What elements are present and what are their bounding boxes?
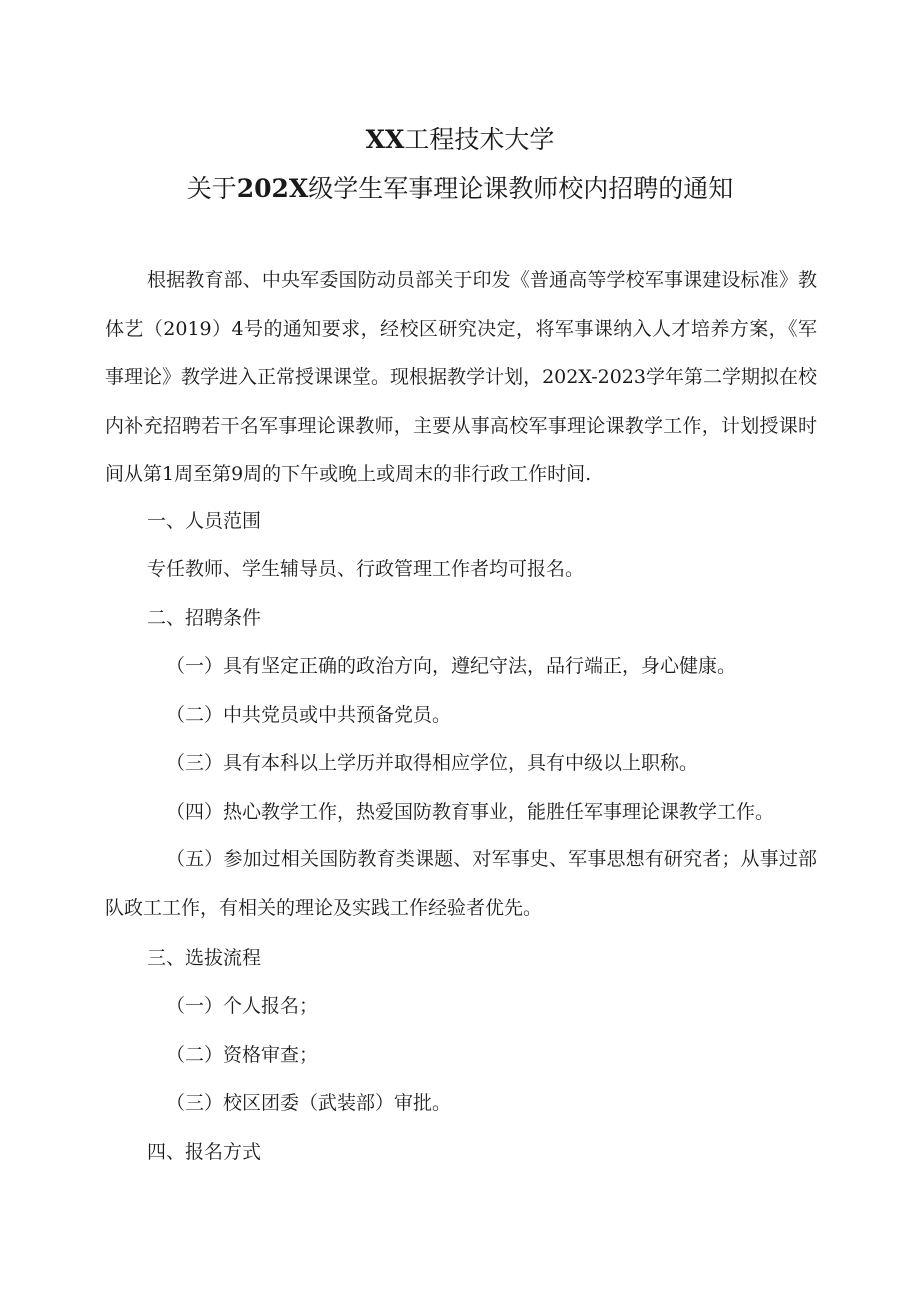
requirement-item-5: （五）参加过相关国防教育类课题、对军事史、军事思想有研究者；从事过部队政工工作，有相关的理论及实践工作经验者优先。 <box>105 848 817 919</box>
intro-paragraph: 根据教育部、中央军委国防动员部关于印发《普通高等学校军事课建设标准》教体艺（2019）4号的通知要求，经校区研究决定，将军事课纳入人才培养方案，《军事理论》教学进入正常授课课堂。现根据教学计划，202X-2023学年第二学期拟在校内补充招聘若干名军事理论课教师，主要从事高校军事理论课教学工作，计划授课时间从第1周至第9周的下午或晚上或周末的非行政工作时间. <box>105 269 817 485</box>
requirement-item-1: （一）具有坚定正确的政治方向，遵纪守法，品行端正，身心健康。 <box>166 655 737 677</box>
process-item-3: （三）校区团委（武装部）审批。 <box>166 1092 452 1114</box>
requirement-item-2: （二）中共党员或中共预备党员。 <box>166 704 452 726</box>
process-item-2: （二）资格审查； <box>166 1044 319 1066</box>
section-2-heading: 二、招聘条件 <box>147 607 262 629</box>
section-3-heading: 三、选拔流程 <box>147 947 262 969</box>
process-item-1: （一）个人报名； <box>166 995 319 1017</box>
document-title-school <box>0 125 920 155</box>
section-4-heading: 四、报名方式 <box>147 1141 262 1163</box>
title-notice-year: 202X <box>236 174 309 203</box>
title-notice-prefix: 关于 <box>186 174 237 203</box>
section-1-text: 专任教师、学生辅导员、行政管理工作者均可报名。 <box>147 558 585 580</box>
title-notice-text: 级学生军事理论课教师校内招聘的通知 <box>308 174 734 203</box>
title-school-code: XX <box>365 125 405 154</box>
section-1-heading: 一、人员范围 <box>147 510 262 532</box>
requirement-item-4: （四）热心教学工作，热爱国防教育事业，能胜任军事理论课教学工作。 <box>166 801 775 823</box>
document-title-notice <box>0 174 920 204</box>
requirement-item-3: （三）具有本科以上学历并取得相应学位，具有中级以上职称。 <box>166 752 699 774</box>
title-school-name: 工程技术大学 <box>404 125 555 154</box>
